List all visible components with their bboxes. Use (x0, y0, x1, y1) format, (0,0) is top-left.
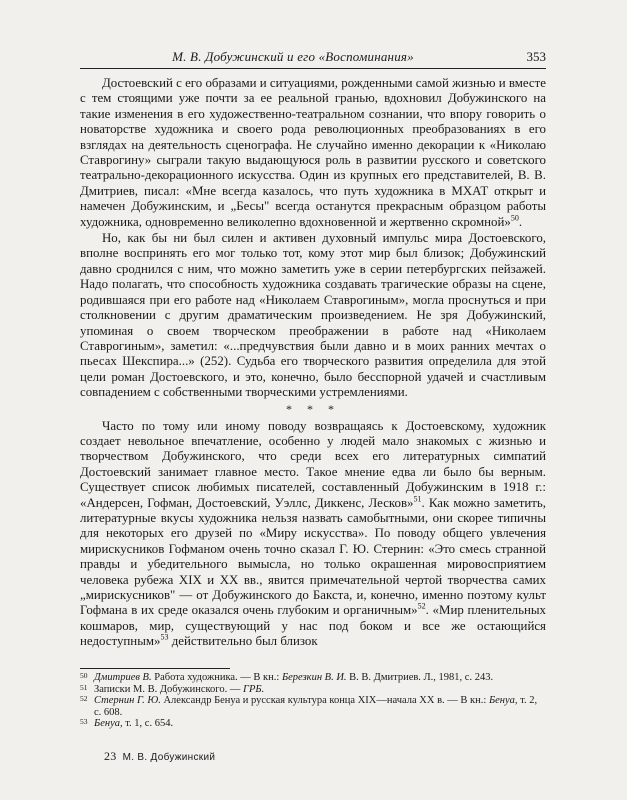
paragraph-3-text-b: . Как можно заметить, литературные вкусы художника нельзя назвать самобытными, они скорее типичны для некоторых его друзей по «Миру искусства». По поводу общего увлечения мирискусников Гофманом очень точно сказал Г. Ю. Стернин: «Это смесь странной правды и убедительного вымысла, но только окрашенная мировосприятием человека рубежа XIX и XX вв., явится примечательной чертой творчества самих „мирискусников" — от Добужинского до Бакста, и, конечно, именно поэтому культ Гофмана в их среде оказался очень глубоким и органичным» (80, 495, 546, 618)
footnote-number: 52 (80, 694, 88, 704)
footnote-ref-51[interactable]: 51 (413, 494, 422, 504)
footnote-text-2: В. В. Дмитриев. Л., 1981, с. 243. (346, 672, 494, 683)
footnote-number: 50 (80, 671, 88, 680)
footnote-author: Стернин Г. Ю. (94, 695, 161, 707)
footnote-51 (80, 684, 546, 696)
running-head: М. В. Добужинский и его «Воспоминания» (172, 49, 414, 64)
paragraph-1-text: Достоевский с его образами и ситуациями, рожденными самой жизнью и вместе с тем стоящими уже почти за ее реальной гранью, вдохновил Добужинского на такие изменения в его художественно-театральном сознании, что впору говорить о новаторстве художника и своего рода революционных преобразованиях в его взглядах на деятельность сценографа. Не случайно именно декорации к «Николаю Ставрогину» сыграли такую выдающуюся роль в развитии русского и советского театрально-декорационного искусства. Один из крупных его представителей, В. В. Дмитриев, писал: «Мне всегда казалось, что путь художника в МХАТ открыт и намечен Добужинским, и „Бесы" всегда останутся прекрасным образцом работы художника, одновременно великолепно вдохновенной и жертвенно скромной» (80, 76, 546, 229)
footnote-text: т. 1, с. 654. (122, 718, 174, 730)
section-break: * * * (286, 401, 340, 416)
footnote-ref-53[interactable]: 53 (160, 632, 169, 642)
signature-number: 23 (104, 749, 117, 763)
paragraph-2: Но, как бы ни был силен и активен духовный импульс мира Достоевского, вполне воспринять его мог только тот, кому этот мир был близок; Добужинский давно сроднился с ним, что можно заметить уже в серии петербургских пейзажей. Надо полагать, что способность художника создавать трагические образы на сцене, родившаяся при его работе над «Николаем Ставрогиным», могла проснуться и при столкновении с другим драматическим произведением. Не зря Добужинский, упоминая о своем творческом преображении в работе над «Николаем Ставрогиным», заметил: «...предчувствия были давно и в моих ранних мечтах о пьесах Шекспира...» (252). Судьба его творческого развития определила для этой цели роман Достоевского, и это, конечно, было бесспорной удачей и счастливым совпадением с собственными творческими устремлениями. (80, 231, 546, 400)
footnote-text: Записки М. В. Добужинского. — (94, 683, 243, 695)
footnote-author: Бенуа, (94, 718, 123, 730)
footnote-50 (80, 672, 546, 684)
footnote-author: Дмитриев В. (94, 672, 152, 683)
footnote-number: 53 (80, 717, 88, 727)
paragraph-3-text-d: действительно был близок (168, 634, 318, 649)
footnotes (80, 672, 546, 730)
paragraph-3 (80, 419, 546, 650)
body-text (80, 76, 546, 650)
footnote-text-2: т. 2, с. 608. (94, 695, 538, 718)
footnote-52 (80, 695, 546, 718)
paragraph-1: Достоевский с его образами и ситуациями, рожденными самой жизнью и вместе с тем стоящими уже почти за ее реальной гранью, вдохновил Добужинского на такие изменения в его художественно-театральном сознании, что впору говорить о новаторстве художника и своего рода революционных преобразованиях в его взглядах на деятельность сценографа. Не случайно именно декорации к «Николаю Ставрогину» сыграли такую выдающуюся роль в развитии русского и советского театрально-декорационного искусства. Один из крупных его представителей, В. В. Дмитриев, писал: «Мне всегда казалось, что путь художника в МХАТ открыт и намечен Добужинским, и „Бесы" всегда останутся прекрасным образцом работы художника, одновременно великолепно вдохновенной и жертвенно скромной»$^{50}$. (80, 76, 546, 229)
footnote-text: Работа художника. — В кн.: (151, 672, 282, 683)
paragraph-3-text-c: . «Мир пленительных кошмаров, мир, существующий у нас под боком и все же остающийся недоступным» (80, 603, 546, 649)
footnote-ref-50[interactable]: 50 (510, 213, 519, 223)
page-number: 353 (526, 49, 546, 64)
footnote-source: ГРБ. (242, 683, 265, 695)
page-header (80, 48, 546, 69)
printer-signature (104, 749, 215, 764)
footnote-ref-52[interactable]: 52 (417, 602, 426, 612)
paragraph-3-text-a: Часто по тому или иному поводу возвращаясь к Достоевскому, художник создает невольное впечатление, особенно у людей мало знакомых с жизнью и творчеством Добужинского, что среди всех его литературных симпатий Достоевский занимает главное место. Такое мнение едва ли было бы верным. Существует список любимых писателей, составленный Добужинским в 1918 г.: «Андерсен, Гофман, Достоевский, Уэллс, Диккенс, Лесков» (80, 418, 546, 510)
footnote-divider (80, 668, 230, 669)
footnote-author-2: Березкин В. И. (281, 672, 347, 683)
footnote-number: 51 (80, 682, 88, 692)
footnote-author-2: Бенуа, (488, 695, 518, 707)
footnote-text: Александр Бенуа и русская культура конца XIX—начала XX в. — В кн.: (160, 695, 489, 707)
footnote-53 (80, 718, 546, 730)
signature-text: М. В. Добужинский (122, 752, 216, 763)
